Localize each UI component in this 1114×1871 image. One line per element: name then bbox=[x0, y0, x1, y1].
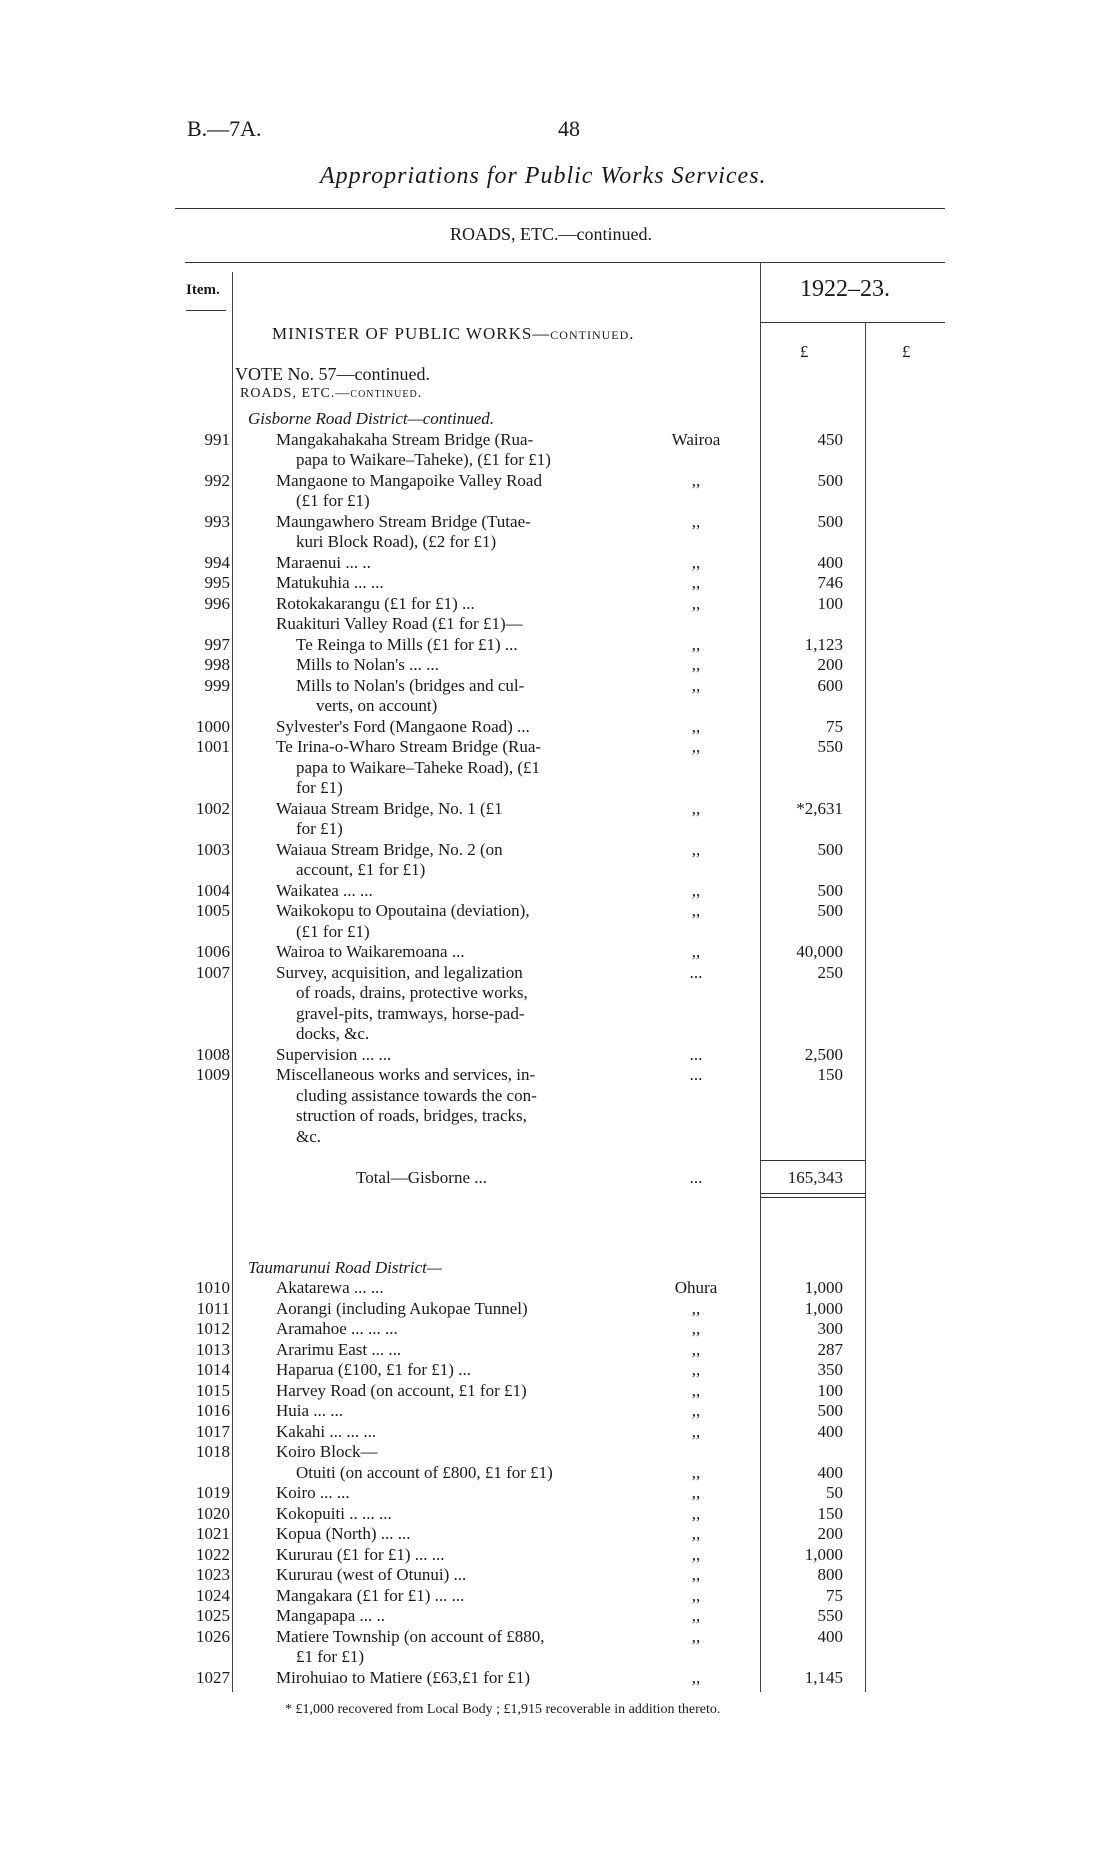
section-heading: ROADS, ETC.—continued. bbox=[450, 224, 652, 244]
item-number: 1027 bbox=[196, 1667, 230, 1687]
item-description: Mills to Nolan's ... ... bbox=[296, 655, 439, 674]
amount-value: 600 bbox=[817, 675, 843, 695]
item-number: 997 bbox=[204, 634, 230, 654]
district-name: ,, bbox=[691, 1667, 701, 1687]
item-description: Maungawhero Stream Bridge (Tutae- bbox=[276, 511, 531, 531]
item-description: for £1) bbox=[296, 819, 343, 838]
district-heading: Gisborne Road District—continued. bbox=[248, 409, 495, 428]
pound-sign-2: £ bbox=[902, 342, 911, 361]
item-number: 995 bbox=[204, 573, 230, 592]
item-number: 999 bbox=[204, 675, 230, 695]
amount-value: 1,145 bbox=[804, 1667, 843, 1687]
district-name: ,, bbox=[691, 1401, 701, 1420]
table-row bbox=[0, 859, 1114, 880]
item-number: 1024 bbox=[196, 1585, 230, 1605]
item-description: for £1) bbox=[296, 778, 343, 797]
amount-value: 75 bbox=[826, 1585, 843, 1605]
year-column-header: 1922–23. bbox=[800, 276, 890, 302]
item-description: Koiro Block— bbox=[276, 1442, 378, 1461]
item-number: 1008 bbox=[196, 1044, 230, 1064]
table-row bbox=[0, 490, 1114, 511]
amount-value: 350 bbox=[817, 1360, 843, 1379]
district-name: ,, bbox=[691, 1360, 701, 1379]
item-number: 992 bbox=[204, 470, 230, 490]
table-row bbox=[0, 1564, 1114, 1585]
district-name: ,, bbox=[691, 1319, 701, 1338]
item-number: 1017 bbox=[196, 1421, 230, 1441]
item-number: 1000 bbox=[196, 716, 230, 736]
table-row bbox=[0, 1126, 1114, 1147]
item-number: 1020 bbox=[196, 1503, 230, 1523]
amount-value: 400 bbox=[817, 1421, 843, 1441]
table-row bbox=[0, 1003, 1114, 1024]
item-number: 994 bbox=[204, 552, 230, 572]
table-row bbox=[0, 613, 1114, 634]
amount-value: 1,000 bbox=[804, 1544, 843, 1564]
table-row bbox=[0, 921, 1114, 942]
table-row bbox=[0, 1441, 1114, 1462]
item-description: papa to Waikare–Taheke Road), (£1 bbox=[296, 757, 541, 777]
amount-value: 50 bbox=[826, 1483, 843, 1502]
item-number: 1007 bbox=[196, 962, 230, 982]
table-row bbox=[0, 511, 1114, 532]
document-reference: B.—7A. bbox=[187, 116, 262, 141]
table-row bbox=[0, 695, 1114, 716]
district-name: ,, bbox=[691, 1462, 701, 1482]
amount-value: *2,631 bbox=[796, 798, 843, 818]
item-number: 998 bbox=[204, 655, 230, 674]
table-row bbox=[0, 900, 1114, 921]
district-name: ,, bbox=[691, 901, 701, 920]
district-name: ,, bbox=[691, 839, 701, 859]
roads-subheading: ROADS, ETC.—continued. bbox=[240, 386, 423, 401]
district-name: ,, bbox=[691, 1524, 701, 1543]
amount-value: 550 bbox=[817, 737, 843, 756]
table-row bbox=[0, 941, 1114, 962]
item-description: Sylvester's Ford (Mangaone Road) ... bbox=[276, 716, 530, 736]
district-name: ,, bbox=[691, 880, 701, 900]
item-description: &c. bbox=[296, 1126, 322, 1146]
table-row bbox=[0, 1544, 1114, 1565]
district-name: ,, bbox=[691, 942, 701, 961]
item-number: 1026 bbox=[196, 1626, 230, 1646]
amount-value: 165,343 bbox=[787, 1167, 843, 1187]
item-description: Mirohuiao to Matiere (£63,£1 for £1) bbox=[276, 1667, 530, 1687]
table-row bbox=[0, 777, 1114, 798]
district-name: ,, bbox=[691, 511, 701, 531]
item-description: cluding assistance towards the con- bbox=[296, 1085, 537, 1105]
item-number: 1014 bbox=[196, 1360, 230, 1379]
item-description: Supervision ... ... bbox=[276, 1044, 392, 1064]
item-description: Haparua (£100, £1 for £1) ... bbox=[276, 1360, 471, 1379]
district-name: ,, bbox=[691, 1606, 701, 1625]
amount-value: 746 bbox=[817, 573, 843, 592]
district-name: ,, bbox=[691, 1544, 701, 1564]
table-row bbox=[0, 1064, 1114, 1085]
vote-heading: VOTE No. 57—continued. bbox=[235, 364, 430, 384]
district-name: ,, bbox=[691, 737, 701, 756]
table-row bbox=[0, 449, 1114, 470]
district-name: ,, bbox=[691, 716, 701, 736]
amount-value: 550 bbox=[817, 1606, 843, 1625]
item-description: Matukuhia ... ... bbox=[276, 573, 384, 592]
amount-value: 200 bbox=[817, 1524, 843, 1543]
total-rule-bottom bbox=[760, 1193, 865, 1194]
table-row bbox=[0, 1482, 1114, 1503]
table-row bbox=[0, 1216, 1114, 1237]
item-description: papa to Waikare–Taheke), (£1 for £1) bbox=[296, 450, 551, 469]
total-rule-top bbox=[760, 1160, 865, 1161]
item-description: of roads, drains, protective works, bbox=[296, 983, 528, 1002]
district-name: ,, bbox=[691, 1339, 701, 1359]
item-description: Waikokopu to Opoutaina (deviation), bbox=[276, 901, 530, 920]
page-number: 48 bbox=[558, 116, 580, 141]
table-row bbox=[0, 634, 1114, 655]
amount-value: 500 bbox=[817, 511, 843, 531]
item-number: 1003 bbox=[196, 839, 230, 859]
amount-value: 250 bbox=[817, 962, 843, 982]
item-description: Huia ... ... bbox=[276, 1401, 344, 1420]
item-description: Otuiti (on account of £800, £1 for £1) bbox=[296, 1462, 553, 1482]
district-name: ,, bbox=[691, 1380, 701, 1400]
item-description: Kakahi ... ... ... bbox=[276, 1421, 377, 1441]
table-row bbox=[0, 408, 1114, 429]
item-number: 1013 bbox=[196, 1339, 230, 1359]
amount-value: 1,000 bbox=[804, 1298, 843, 1318]
table-row bbox=[0, 1646, 1114, 1667]
table-row bbox=[0, 1277, 1114, 1298]
table-row bbox=[0, 1626, 1114, 1647]
item-number: 1022 bbox=[196, 1544, 230, 1564]
item-number: 1009 bbox=[196, 1065, 230, 1084]
district-name: ,, bbox=[691, 655, 701, 674]
item-description: Koiro ... ... bbox=[276, 1483, 350, 1502]
table-row bbox=[0, 1400, 1114, 1421]
amount-value: 500 bbox=[817, 470, 843, 490]
footnote: * £1,000 recovered from Local Body ; £1,915 recoverable in addition thereto. bbox=[285, 1702, 721, 1717]
item-description: Kokopuiti .. ... ... bbox=[276, 1503, 392, 1523]
district-name: Ohura bbox=[674, 1278, 718, 1297]
amount-value: 100 bbox=[817, 593, 843, 613]
item-description: £1 for £1) bbox=[296, 1647, 364, 1666]
district-heading: Taumarunui Road District— bbox=[248, 1257, 442, 1277]
item-description: Waiaua Stream Bridge, No. 1 (£1 bbox=[276, 798, 503, 818]
item-number: 1002 bbox=[196, 798, 230, 818]
amount-value: 400 bbox=[817, 1462, 843, 1482]
table-row bbox=[0, 572, 1114, 593]
item-number: 996 bbox=[204, 593, 230, 613]
district-name: ,, bbox=[691, 634, 701, 654]
table-row bbox=[0, 1339, 1114, 1360]
amount-value: 450 bbox=[817, 429, 843, 449]
table-row bbox=[0, 1167, 1114, 1188]
item-description: (£1 for £1) bbox=[296, 491, 370, 510]
amount-value: 150 bbox=[817, 1503, 843, 1523]
item-description: Te Irina-o-Wharo Stream Bridge (Rua- bbox=[276, 737, 542, 756]
table-row bbox=[0, 962, 1114, 983]
minister-heading: MINISTER OF PUBLIC WORKS—continued. bbox=[272, 324, 635, 343]
amount-value: 1,123 bbox=[804, 634, 843, 654]
item-number: 1011 bbox=[196, 1298, 230, 1318]
district-name: ... bbox=[689, 1044, 703, 1064]
item-number: 1025 bbox=[196, 1606, 230, 1625]
table-row bbox=[0, 716, 1114, 737]
district-name: ,, bbox=[691, 1421, 701, 1441]
table-row bbox=[0, 1195, 1114, 1216]
table-row bbox=[0, 593, 1114, 614]
item-description: Mangaone to Mangapoike Valley Road bbox=[276, 470, 542, 490]
item-description: Akatarewa ... ... bbox=[276, 1278, 384, 1297]
table-row bbox=[0, 982, 1114, 1003]
amount-value: 75 bbox=[826, 716, 843, 736]
item-description: Aramahoe ... ... ... bbox=[276, 1319, 398, 1338]
item-description: (£1 for £1) bbox=[296, 921, 370, 941]
item-number: 1015 bbox=[196, 1380, 230, 1400]
district-name: ,, bbox=[691, 1626, 701, 1646]
district-name: ,, bbox=[691, 1585, 701, 1605]
table-row bbox=[0, 552, 1114, 573]
district-name: ,, bbox=[691, 1565, 701, 1584]
amount-value: 500 bbox=[817, 1401, 843, 1420]
amount-value: 1,000 bbox=[804, 1278, 843, 1297]
item-description: Mangakara (£1 for £1) ... ... bbox=[276, 1585, 465, 1605]
item-description: gravel-pits, tramways, horse-pad- bbox=[296, 1003, 525, 1023]
amount-value: 400 bbox=[817, 1626, 843, 1646]
item-description: docks, &c. bbox=[296, 1024, 370, 1043]
table-row bbox=[0, 470, 1114, 491]
district-name: ... bbox=[689, 1167, 703, 1187]
item-number: 1010 bbox=[196, 1278, 230, 1297]
table-row bbox=[0, 1023, 1114, 1044]
district-name: ,, bbox=[691, 675, 701, 695]
total-rule-bottom-2 bbox=[760, 1197, 865, 1198]
item-number: 991 bbox=[204, 429, 230, 449]
item-number: 1001 bbox=[196, 737, 230, 756]
table-row bbox=[0, 1585, 1114, 1606]
table-row bbox=[0, 531, 1114, 552]
pound-sign-1: £ bbox=[800, 342, 809, 361]
amount-value: 287 bbox=[817, 1339, 843, 1359]
table-row bbox=[0, 1380, 1114, 1401]
table-row bbox=[0, 654, 1114, 675]
item-description: Maraenui ... .. bbox=[276, 552, 371, 572]
amount-value: 400 bbox=[817, 552, 843, 572]
item-description: Kururau (west of Otunui) ... bbox=[276, 1565, 467, 1584]
item-number: 1019 bbox=[196, 1483, 230, 1502]
item-description: Waikatea ... ... bbox=[276, 880, 373, 900]
item-number: 1005 bbox=[196, 901, 230, 920]
table-row bbox=[0, 1318, 1114, 1339]
table-row bbox=[0, 1298, 1114, 1319]
item-description: account, £1 for £1) bbox=[296, 860, 426, 879]
amount-value: 300 bbox=[817, 1319, 843, 1338]
item-description: verts, on account) bbox=[316, 696, 438, 715]
item-description: Survey, acquisition, and legalization bbox=[276, 962, 523, 982]
item-description: Aorangi (including Aukopae Tunnel) bbox=[276, 1298, 528, 1318]
amount-value: 800 bbox=[817, 1565, 843, 1584]
amount-value: 2,500 bbox=[804, 1044, 843, 1064]
item-column-header: Item. bbox=[186, 282, 220, 298]
amount-value: 200 bbox=[817, 655, 843, 674]
table-row bbox=[0, 1667, 1114, 1688]
item-description: Matiere Township (on account of £880, bbox=[276, 1626, 545, 1646]
item-description: Mangapapa ... .. bbox=[276, 1606, 386, 1625]
item-description: Te Reinga to Mills (£1 for £1) ... bbox=[296, 634, 518, 654]
district-name: ,, bbox=[691, 470, 701, 490]
table-row bbox=[0, 429, 1114, 450]
amount-value: 150 bbox=[817, 1065, 843, 1084]
amount-value: 500 bbox=[817, 880, 843, 900]
item-description: Mills to Nolan's (bridges and cul- bbox=[296, 675, 525, 695]
table-row bbox=[0, 1421, 1114, 1442]
district-name: ,, bbox=[691, 1483, 701, 1502]
table-row bbox=[0, 1257, 1114, 1278]
table-row bbox=[0, 1236, 1114, 1257]
table-row bbox=[0, 818, 1114, 839]
item-description: Waiaua Stream Bridge, No. 2 (on bbox=[276, 839, 503, 859]
district-name: ,, bbox=[691, 593, 701, 613]
item-number: 1018 bbox=[196, 1442, 230, 1461]
amount-value: 100 bbox=[817, 1380, 843, 1400]
amount-value: 500 bbox=[817, 839, 843, 859]
item-number: 1023 bbox=[196, 1565, 230, 1584]
table-row bbox=[0, 1105, 1114, 1126]
table-row bbox=[0, 757, 1114, 778]
item-description: Miscellaneous works and services, in- bbox=[276, 1065, 536, 1084]
table-row bbox=[0, 1605, 1114, 1626]
table-row bbox=[0, 1085, 1114, 1106]
item-number: 1004 bbox=[196, 880, 230, 900]
item-number: 1021 bbox=[196, 1524, 230, 1543]
table-row bbox=[0, 880, 1114, 901]
item-description: Ararimu East ... ... bbox=[276, 1339, 402, 1359]
table-row bbox=[0, 1503, 1114, 1524]
item-description: struction of roads, bridges, tracks, bbox=[296, 1106, 527, 1125]
item-description: kuri Block Road), (£2 for £1) bbox=[296, 532, 497, 551]
district-name: ... bbox=[689, 1065, 703, 1084]
item-number: 993 bbox=[204, 511, 230, 531]
district-name: ,, bbox=[691, 552, 701, 572]
item-description: Harvey Road (on account, £1 for £1) bbox=[276, 1380, 527, 1400]
item-description: Mangakahakaha Stream Bridge (Rua- bbox=[276, 429, 534, 449]
district-name: ,, bbox=[691, 798, 701, 818]
district-name: ,, bbox=[691, 1298, 701, 1318]
table-row bbox=[0, 675, 1114, 696]
item-number: 1016 bbox=[196, 1401, 230, 1420]
item-number: 1012 bbox=[196, 1319, 230, 1338]
table-row bbox=[0, 1044, 1114, 1065]
table-row bbox=[0, 1462, 1114, 1483]
amount-value: 500 bbox=[817, 901, 843, 920]
item-description: Total—Gisborne ... bbox=[356, 1167, 488, 1187]
item-description: Ruakituri Valley Road (£1 for £1)— bbox=[276, 614, 523, 633]
district-name: Wairoa bbox=[671, 429, 721, 449]
table-row bbox=[0, 1523, 1114, 1544]
page-title: Appropriations for Public Works Services. bbox=[320, 163, 767, 189]
district-name: ,, bbox=[691, 1503, 701, 1523]
district-name: ,, bbox=[691, 573, 701, 592]
table-row bbox=[0, 1359, 1114, 1380]
amount-value: 40,000 bbox=[796, 942, 843, 961]
item-description: Kururau (£1 for £1) ... ... bbox=[276, 1544, 445, 1564]
table-row bbox=[0, 839, 1114, 860]
table-row bbox=[0, 1146, 1114, 1167]
item-description: Rotokakarangu (£1 for £1) ... bbox=[276, 593, 475, 613]
item-number: 1006 bbox=[196, 942, 230, 961]
item-description: Wairoa to Waikaremoana ... bbox=[276, 942, 465, 961]
district-name: ... bbox=[689, 962, 703, 982]
table-row bbox=[0, 736, 1114, 757]
table-row bbox=[0, 798, 1114, 819]
item-description: Kopua (North) ... ... bbox=[276, 1524, 411, 1543]
